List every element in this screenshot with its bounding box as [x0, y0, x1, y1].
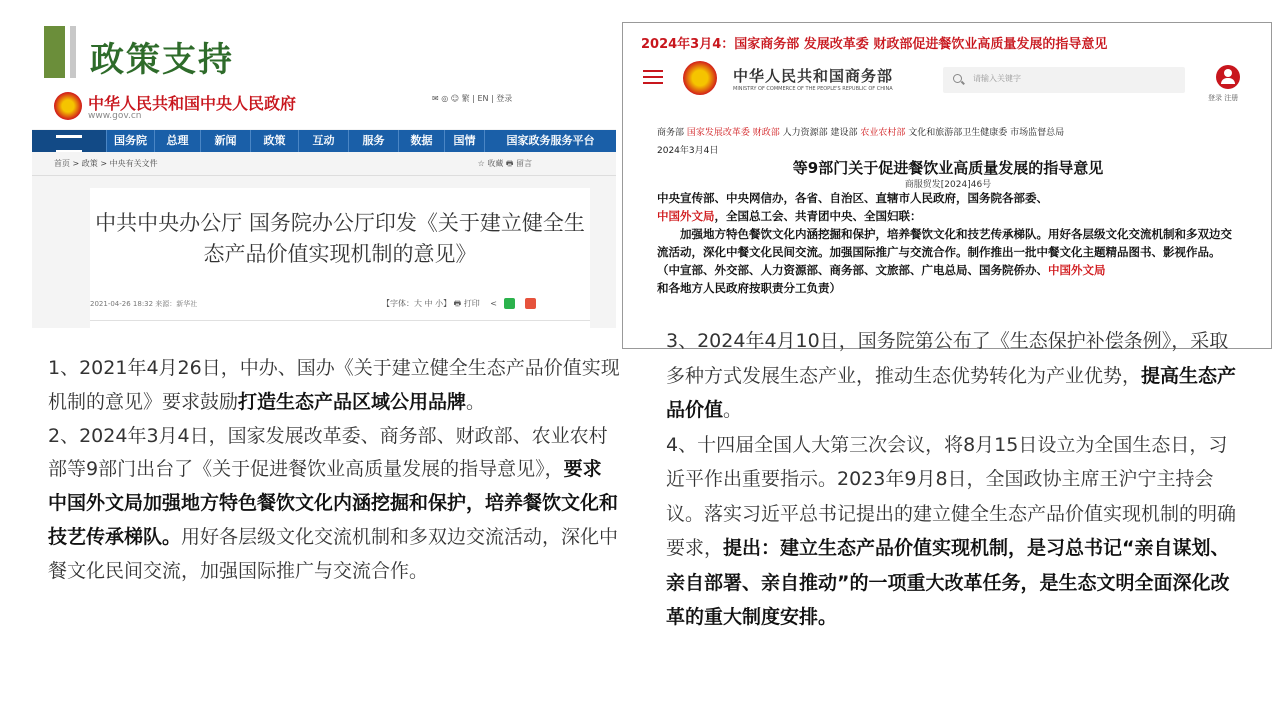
policy-paragraph-2: [48, 420, 620, 589]
gov-header-tools: [432, 93, 512, 104]
gov-site-name: 中华人民共和国中央人民政府: [88, 94, 297, 113]
left-policy-text: [48, 352, 620, 589]
mofcom-search-box: [943, 67, 1185, 93]
document-clause: [657, 225, 1237, 297]
text-run: 中央宣传部、中央网信办，各省、自治区、直辖市人民政府，国务院各部委、: [657, 191, 1048, 205]
mofcom-site-name: 中华人民共和国商务部: [733, 67, 894, 85]
gov-tools-text: 繁 | EN | 登录: [461, 94, 513, 103]
text-run: 。: [723, 399, 743, 421]
policy-paragraph-3: [666, 324, 1246, 428]
text-run: 3、2024年4月10日，国务院第公布了《生态保护补偿条例》，采取多种方式发展生态产业，推动生态优势转化为产业优势，: [666, 330, 1229, 387]
text-run: 1、2021年4月26日，中办、国办《关于建立健全生态产品价值实现机制的意见》要求鼓励: [48, 357, 620, 413]
gov-cn-screenshot: [32, 84, 616, 328]
mofcom-banner: 2024年3月4：国家商务部 发展改革委 财政部促进餐饮业高质量发展的指导意见: [641, 37, 1108, 52]
divider: [90, 320, 590, 321]
weibo-icon: ◎: [441, 94, 449, 103]
gov-article-tools: [382, 298, 536, 312]
mail-icon: ✉: [432, 94, 439, 103]
weibo-share-icon: [525, 298, 536, 309]
policy-paragraph-1: [48, 352, 620, 420]
gov-nav-bar: [32, 130, 616, 152]
text-run: 4、十四届全国人大第三次会议，将8月15日设立为全国生态日，习近平作出重要指示。2023年9月8日，全国政协主席王沪宁主持会议。落实习近平总书记提出的建立健全生态产品价值实现机制的明确要求，: [666, 433, 1237, 559]
text-run: 加强地方特色餐饮文化内涵挖掘和保护，培养餐饮文化和技艺传承梯队。用好各层级文化交流机制和多双边交流活动，深化中餐文化民间交流。加强国际推广与交流合作。制作推出一批中餐文化主题精品图书、影视作品。（中宣部、外交部、人力资源部、商务部、文旅部、广电总局、国务院侨办、: [657, 227, 1232, 277]
document-body: [657, 189, 1237, 297]
gov-header: [32, 84, 616, 129]
right-policy-text: [666, 324, 1246, 635]
text-run: 和各地方人民政府按职责分工负责）: [657, 281, 841, 295]
text-run-red: 中国外文局: [1048, 263, 1106, 277]
gov-article-title-line: 态产品价值实现机制的意见》: [203, 242, 477, 266]
document-title: 等9部门关于促进餐饮业高质量发展的指导意见: [792, 159, 1104, 177]
wechat-icon: ☺: [450, 94, 460, 103]
document-addressees: [657, 189, 1237, 225]
share-icon: <: [490, 299, 497, 308]
document-number: 商服贸发[2024]46号: [904, 180, 992, 190]
text-run: 文化和旅游部卫生健康委 市场监督总局: [905, 128, 1065, 138]
font-print-tools: 【字体：大 中 小】 🖶 打印: [382, 299, 480, 308]
tiananmen-logo-icon: [32, 130, 106, 152]
text-run-red: 中国外文局: [657, 209, 715, 223]
search-placeholder: 请输入关键字: [973, 74, 1021, 83]
text-run-red: 国家发展改革委 财政部: [686, 128, 780, 138]
gov-nav-item: 国情: [444, 130, 484, 152]
title-accent-bar: [44, 26, 65, 78]
gov-nav-item: 总理: [154, 130, 200, 152]
breadcrumb-actions: ☆ 收藏 🖶 留言: [477, 159, 532, 168]
text-run: 。: [466, 390, 486, 413]
gov-article-meta: 2021-04-26 18:32 来源：新华社: [90, 300, 198, 308]
gov-nav-item: 新闻: [200, 130, 250, 152]
gov-nav-item: 数据: [398, 130, 444, 152]
policy-paragraph-4: [666, 428, 1246, 635]
text-run: 2、2024年3月4日，国家发展改革委、商务部、财政部、农业农村部等9部门出台了《关于促进餐饮业高质量发展的指导意见》，: [48, 424, 608, 481]
text-run-red: 农业农村部: [860, 128, 906, 138]
search-icon: [953, 74, 962, 83]
national-emblem-icon: [683, 61, 717, 95]
wechat-share-icon: [504, 298, 515, 309]
page-title: 政策支持: [90, 40, 234, 80]
mofcom-site-name-en: MINISTRY OF COMMERCE OF THE PEOPLE'S REPUBLIC OF CHINA: [733, 86, 893, 92]
text-run: 商务部: [657, 128, 687, 138]
text-run-bold: 提出：建立生态产品价值实现机制，是习总书记“亲自谋划、亲自部署、亲自推动”的一项重大改革任务，是生态文明全面深化改革的重大制度安排。: [666, 537, 1230, 628]
gov-nav-item: 国务院: [106, 130, 154, 152]
issuing-departments: [657, 125, 1064, 138]
text-run-bold: 打造生态产品区域公用品牌: [238, 390, 467, 413]
text-run-bold: 提高生态产品价值: [666, 364, 1237, 421]
mofcom-screenshot: [622, 22, 1272, 349]
login-register-label: 登录 注册: [1208, 94, 1239, 102]
text-run-bold: 要求中国外文局加强地方特色餐饮文化内涵挖掘和保护，培养餐饮文化和技艺传承梯队。: [48, 458, 619, 548]
hamburger-menu-icon: [643, 70, 663, 86]
gov-article-title-line: 中共中央办公厅 国务院办公厅印发《关于建立健全生: [95, 211, 585, 235]
gov-nav-item: 国家政务服务平台: [484, 130, 616, 152]
national-emblem-icon: [54, 92, 82, 120]
gov-nav-item: 服务: [348, 130, 398, 152]
gov-nav-item: 政策: [250, 130, 298, 152]
text-run: 用好各层级文化交流机制和多双边交流活动，深化中餐文化民间交流，加强国际推广与交流合作。: [48, 525, 619, 582]
title-accent-bar-secondary: [70, 26, 76, 78]
document-date: 2024年3月4日: [657, 146, 719, 156]
breadcrumb-text: 首页 > 政策 > 中央有关文件: [54, 159, 158, 168]
gov-article-title: [90, 208, 590, 270]
gov-article-card: [90, 188, 590, 328]
text-run: ，全国总工会、共青团中央、全国妇联：: [714, 209, 922, 223]
user-icon: [1216, 65, 1240, 89]
gov-nav-item: 互动: [298, 130, 348, 152]
gov-site-url: www.gov.cn: [88, 111, 142, 121]
text-run: 人力资源部 建设部: [779, 128, 861, 138]
gov-breadcrumb: [32, 152, 616, 176]
